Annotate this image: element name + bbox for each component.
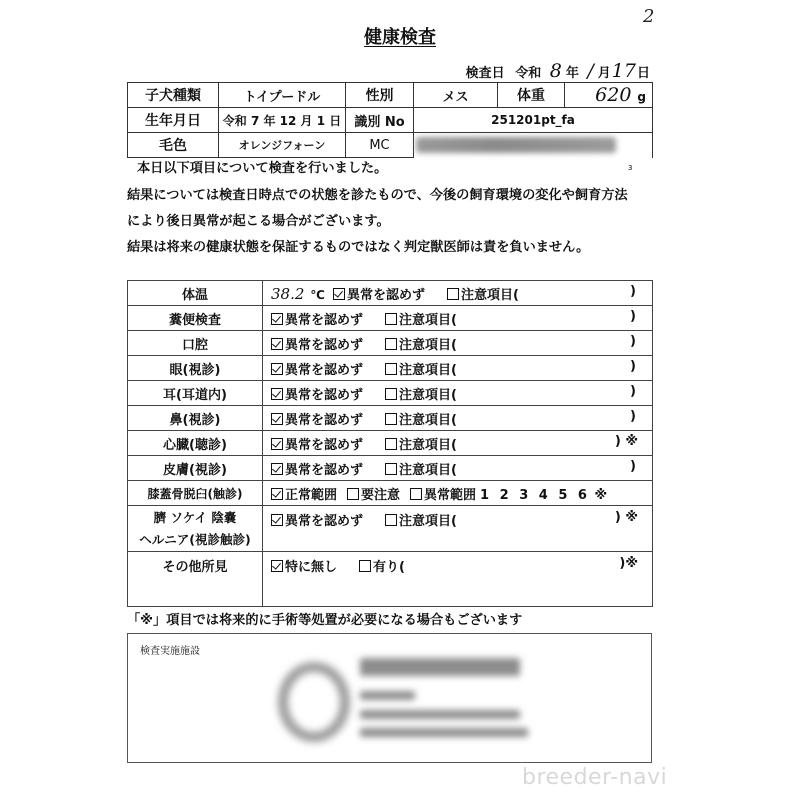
hernia-label	[128, 506, 263, 552]
title-text: 健康検査	[364, 27, 436, 48]
close-paren: )	[630, 308, 636, 324]
ears-cell	[263, 381, 653, 406]
option-ok-label: 異常を認めず	[285, 312, 364, 328]
weight-unit: g	[637, 90, 646, 104]
exam-date-era: 令和	[515, 66, 542, 81]
facility-phone-redacted	[360, 728, 528, 737]
option-note-label: 注意項目(	[399, 387, 457, 403]
eyes-cell	[263, 356, 653, 381]
hernia-cell	[263, 506, 653, 552]
checkbox-empty-icon[interactable]	[385, 514, 397, 526]
checkbox-checked-icon[interactable]	[333, 288, 345, 300]
option-ok-label: 異常を認めず	[285, 462, 364, 478]
option-none-label: 特に無し	[285, 560, 338, 575]
exam-row-nose	[128, 406, 653, 431]
facility-label: 検査実施施設	[140, 646, 200, 657]
id-value: 251201pt_fa	[414, 108, 653, 133]
notice-line-4: 結果は将来の健康状態を保証するものではなく判定獣医師は責を負いません。	[127, 240, 590, 255]
option-note-label: 注意項目(	[399, 437, 457, 453]
option-note-label: 注意項目(	[399, 312, 457, 328]
exam-row-stool	[128, 306, 653, 331]
facility-box	[127, 633, 652, 763]
temperature-unit: ℃	[310, 287, 325, 302]
notice-line-3: により後日異常が起こる場合がございます。	[127, 214, 390, 229]
option-yes-label: 有り(	[373, 560, 405, 575]
option-ok-label: 異常を認めず	[285, 412, 364, 428]
option-normal-label: 正常範囲	[285, 487, 338, 503]
other-cell	[263, 552, 653, 607]
color-label: 毛色	[128, 133, 219, 158]
eyes-label: 眼(視診)	[128, 356, 263, 381]
checkbox-empty-icon[interactable]	[385, 338, 397, 350]
exam-date-day: 17	[611, 60, 636, 82]
exam-row-eyes	[128, 356, 653, 381]
close-paren: )	[630, 408, 636, 424]
skin-cell	[263, 456, 653, 481]
page-number: 2	[643, 6, 655, 27]
notice-line-1: 本日以下項目について検査を行いました。	[137, 161, 388, 176]
checkbox-empty-icon[interactable]	[385, 413, 397, 425]
close-paren: )	[619, 556, 626, 571]
reference-mark: ※	[625, 510, 638, 525]
temperature-value: 38.2	[271, 284, 305, 303]
option-note-label: 注意項目(	[399, 362, 457, 378]
exam-row-other	[128, 552, 653, 607]
color-value: オレンジフォーン	[219, 133, 346, 158]
nose-label: 鼻(視診)	[128, 406, 263, 431]
option-abnormal-label: 異常範囲	[424, 487, 477, 503]
option-ok-label: 異常を認めず	[346, 287, 425, 303]
option-note-label: 注意項目(	[460, 287, 519, 303]
year-unit: 年	[565, 66, 579, 81]
close-paren: )	[614, 510, 621, 525]
dob-value: 令和 7 年 12 月 1 日	[219, 108, 346, 133]
weight-value: 620	[595, 84, 632, 106]
patella-grades: 1 2 3 4 5 6	[480, 487, 590, 503]
small-mark: 3	[628, 164, 633, 172]
exam-row-temperature	[128, 281, 653, 306]
oral-label: 口腔	[128, 331, 263, 356]
option-ok-label: 異常を認めず	[285, 337, 364, 353]
info-row-dob	[128, 108, 653, 133]
checkbox-empty-icon[interactable]	[447, 288, 459, 300]
close-paren: )	[630, 458, 636, 474]
checkbox-empty-icon[interactable]	[385, 388, 397, 400]
id-label: 識別 No	[346, 108, 414, 133]
checkbox-checked-icon[interactable]	[271, 413, 283, 425]
hernia-label-line-1: 臍 ソケイ 陰嚢	[153, 509, 237, 525]
oral-cell	[263, 331, 653, 356]
facility-address-redacted	[360, 710, 520, 719]
reference-mark: ※	[594, 487, 608, 503]
month-unit: 月	[597, 66, 611, 81]
breed-value: トイプードル	[219, 83, 346, 108]
close-paren: )	[614, 433, 621, 449]
option-ok-label: 異常を認めず	[285, 387, 364, 403]
checkbox-checked-icon[interactable]	[271, 488, 283, 500]
exam-row-patella	[128, 481, 653, 506]
close-paren-with-mark	[615, 434, 638, 449]
option-ok-label: 異常を認めず	[285, 362, 364, 378]
stool-label: 糞便検査	[128, 306, 263, 331]
other-label	[128, 552, 263, 607]
checkbox-empty-icon[interactable]	[347, 488, 359, 500]
checkbox-checked-icon[interactable]	[271, 363, 283, 375]
checkbox-empty-icon[interactable]	[385, 313, 397, 325]
heart-label: 心臓(聴診)	[128, 431, 263, 456]
exam-date-year: 8	[549, 60, 562, 82]
checkbox-empty-icon[interactable]	[385, 363, 397, 375]
checkbox-checked-icon[interactable]	[271, 313, 283, 325]
document-title	[0, 23, 800, 49]
temperature-label: 体温	[128, 281, 263, 306]
facility-name-redacted	[360, 658, 520, 676]
option-note-label: 注意項目(	[399, 514, 457, 529]
exam-row-ears	[128, 381, 653, 406]
info-row-breed	[128, 83, 653, 108]
day-unit: 日	[636, 66, 650, 81]
checkbox-empty-icon[interactable]	[385, 463, 397, 475]
ears-label: 耳(耳道内)	[128, 381, 263, 406]
info-row-color	[128, 133, 653, 158]
facility-stamp-logo-redacted	[278, 662, 350, 742]
sex-value: メス	[414, 83, 498, 108]
patella-label: 膝蓋骨脱臼(触診)	[128, 481, 263, 506]
nose-cell	[263, 406, 653, 431]
exam-row-hernia	[128, 506, 653, 552]
breed-label: 子犬種類	[128, 83, 219, 108]
close-paren: )	[630, 383, 636, 399]
watermark: breeder-navi	[522, 765, 668, 790]
exam-date-label: 検査日	[465, 66, 505, 81]
stool-cell	[263, 306, 653, 331]
checkbox-empty-icon[interactable]	[410, 488, 422, 500]
exam-results-table	[127, 280, 653, 607]
checkbox-checked-icon[interactable]	[271, 560, 283, 572]
reference-mark: ※	[625, 433, 638, 449]
patella-cell	[263, 481, 653, 506]
hernia-label-line-2: ヘルニア(視診触診)	[139, 531, 251, 547]
puppy-info-table	[127, 82, 653, 158]
close-paren-with-mark	[619, 556, 638, 571]
sex-label: 性別	[346, 83, 414, 108]
checkbox-checked-icon[interactable]	[271, 388, 283, 400]
option-note-label: 注意項目(	[399, 412, 457, 428]
checkbox-empty-icon[interactable]	[385, 438, 397, 450]
heart-cell	[263, 431, 653, 456]
weight-cell	[565, 83, 653, 108]
reference-mark: ※	[625, 556, 638, 571]
mc-value	[414, 133, 653, 158]
close-paren: )	[630, 333, 636, 349]
checkbox-checked-icon[interactable]	[271, 338, 283, 350]
checkbox-empty-icon[interactable]	[359, 560, 371, 572]
mc-label: MC	[346, 133, 414, 158]
exam-date-month: /	[587, 60, 594, 82]
close-paren: )	[630, 283, 636, 299]
mc-number-redacted	[416, 137, 616, 153]
other-label-text: その他所見	[162, 560, 228, 575]
notice-line-2: 結果については検査日時点での状態を診たもので、今後の飼育環境の変化や飼育方法	[127, 188, 628, 203]
temperature-cell	[263, 281, 653, 306]
option-ok-label: 異常を認めず	[285, 514, 364, 529]
facility-postal-redacted	[360, 691, 415, 700]
footnote: 「※」項目では将来的に手術等処置が必要になる場合もございます	[127, 613, 523, 628]
close-paren-with-mark	[615, 510, 638, 525]
option-note-label: 注意項目(	[399, 462, 457, 478]
close-paren: )	[630, 358, 636, 374]
exam-date	[466, 60, 650, 82]
skin-label: 皮膚(視診)	[128, 456, 263, 481]
exam-row-skin	[128, 456, 653, 481]
option-ok-label: 異常を認めず	[285, 437, 364, 453]
exam-row-heart	[128, 431, 653, 456]
checkbox-checked-icon[interactable]	[271, 463, 283, 475]
option-note-label: 注意項目(	[399, 337, 457, 353]
option-caution-label: 要注意	[361, 487, 401, 503]
weight-label: 体重	[498, 83, 565, 108]
checkbox-checked-icon[interactable]	[271, 514, 283, 526]
dob-label: 生年月日	[128, 108, 219, 133]
exam-row-oral	[128, 331, 653, 356]
checkbox-checked-icon[interactable]	[271, 438, 283, 450]
